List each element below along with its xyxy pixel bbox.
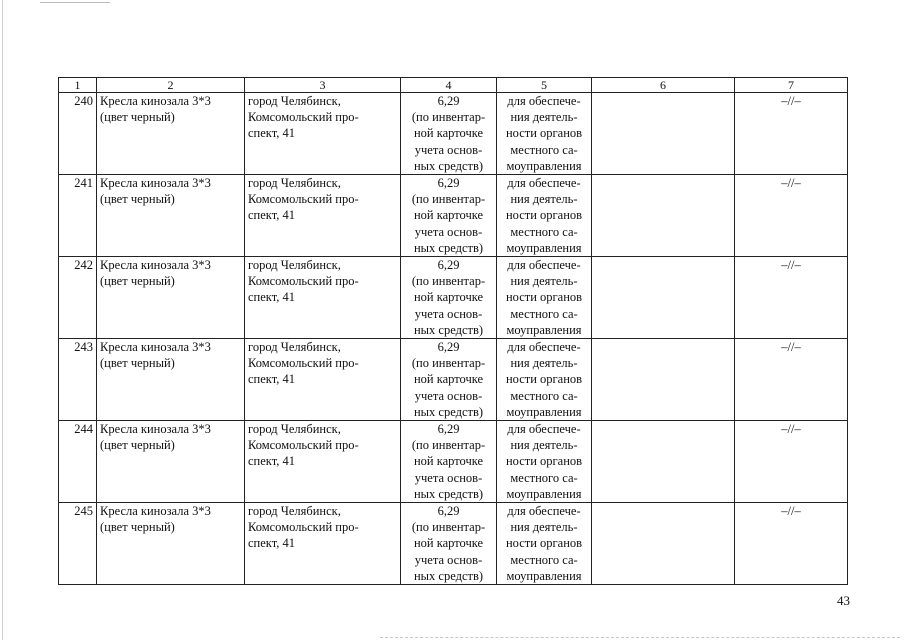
column-7-cell: –//– bbox=[735, 175, 848, 257]
purpose-cell bbox=[497, 175, 592, 257]
cell-text-line: ных средств) bbox=[413, 486, 484, 501]
cell-text-line: 6,29 bbox=[437, 176, 460, 191]
table-body bbox=[59, 93, 848, 585]
cell-text-line: город Челябинск, bbox=[248, 258, 341, 273]
item-name-cell bbox=[97, 93, 245, 175]
column-header: 6 bbox=[592, 78, 735, 93]
column-header: 3 bbox=[245, 78, 401, 93]
row-number-cell: 245 bbox=[59, 503, 97, 585]
value-cell bbox=[401, 175, 497, 257]
address-cell bbox=[245, 175, 401, 257]
column-7-cell: –//– bbox=[735, 93, 848, 175]
cell-text-line: 6,29 bbox=[437, 340, 460, 355]
cell-text-line: для обеспече- bbox=[507, 176, 581, 191]
cell-text-line: ной карточке bbox=[413, 208, 484, 223]
table-row bbox=[59, 175, 848, 257]
cell-text-line: Кресла кинозала 3*3 bbox=[100, 176, 211, 191]
cell-text-line: для обеспече- bbox=[507, 422, 581, 437]
cell-text-line: моуправления bbox=[506, 322, 582, 337]
cell-text-line: спект, 41 bbox=[248, 454, 295, 469]
value-cell bbox=[401, 421, 497, 503]
column-7-cell: –//– bbox=[735, 257, 848, 339]
item-name-cell bbox=[97, 175, 245, 257]
purpose-cell bbox=[497, 421, 592, 503]
cell-text-line: спект, 41 bbox=[248, 208, 295, 223]
cell-text-line: Кресла кинозала 3*3 bbox=[100, 422, 211, 437]
cell-text-line: Комсомольский про- bbox=[248, 438, 359, 453]
cell-text-line: ния деятель- bbox=[510, 192, 578, 207]
cell-text-line: (цвет черный) bbox=[100, 110, 175, 125]
cell-text-line: город Челябинск, bbox=[248, 340, 341, 355]
cell-text-line: спект, 41 bbox=[248, 126, 295, 141]
address-cell bbox=[245, 503, 401, 585]
cell-text-line: ности органов bbox=[505, 454, 583, 469]
row-number-cell: 240 bbox=[59, 93, 97, 175]
cell-text-line: учета основ- bbox=[414, 142, 483, 157]
cell-text-line: ния деятель- bbox=[510, 520, 578, 535]
scan-edge-bottom bbox=[380, 637, 900, 639]
table-row bbox=[59, 421, 848, 503]
cell-text-line: ния деятель- bbox=[510, 356, 578, 371]
row-number-cell: 241 bbox=[59, 175, 97, 257]
cell-text-line: (цвет черный) bbox=[100, 192, 175, 207]
table-row bbox=[59, 503, 848, 585]
row-number-cell: 244 bbox=[59, 421, 97, 503]
value-cell bbox=[401, 257, 497, 339]
item-name-cell bbox=[97, 339, 245, 421]
cell-text-line: ных средств) bbox=[413, 568, 484, 583]
value-cell bbox=[401, 93, 497, 175]
cell-text-line: Комсомольский про- bbox=[248, 192, 359, 207]
column-6-cell bbox=[592, 257, 735, 339]
cell-text-line: ных средств) bbox=[413, 404, 484, 419]
column-header: 4 bbox=[401, 78, 497, 93]
cell-text-line: Комсомольский про- bbox=[248, 110, 359, 125]
column-header: 2 bbox=[97, 78, 245, 93]
value-cell bbox=[401, 503, 497, 585]
cell-text-line: Кресла кинозала 3*3 bbox=[100, 340, 211, 355]
address-cell bbox=[245, 339, 401, 421]
property-register-table bbox=[58, 77, 848, 585]
address-cell bbox=[245, 257, 401, 339]
address-cell bbox=[245, 93, 401, 175]
purpose-cell bbox=[497, 503, 592, 585]
cell-text-line: ных средств) bbox=[413, 240, 484, 255]
cell-text-line: 6,29 bbox=[437, 422, 460, 437]
cell-text-line: (по инвентар- bbox=[411, 274, 486, 289]
cell-text-line: (цвет черный) bbox=[100, 274, 175, 289]
table-row bbox=[59, 339, 848, 421]
cell-text-line: ной карточке bbox=[413, 536, 484, 551]
table-row bbox=[59, 257, 848, 339]
table-row bbox=[59, 93, 848, 175]
cell-text-line: учета основ- bbox=[414, 388, 483, 403]
column-6-cell bbox=[592, 93, 735, 175]
cell-text-line: местного са- bbox=[510, 142, 578, 157]
cell-text-line: спект, 41 bbox=[248, 372, 295, 387]
cell-text-line: ности органов bbox=[505, 290, 583, 305]
column-6-cell bbox=[592, 175, 735, 257]
cell-text-line: (цвет черный) bbox=[100, 520, 175, 535]
cell-text-line: учета основ- bbox=[414, 224, 483, 239]
cell-text-line: ных средств) bbox=[413, 322, 484, 337]
cell-text-line: Кресла кинозала 3*3 bbox=[100, 94, 211, 108]
cell-text-line: 6,29 bbox=[437, 94, 460, 108]
purpose-cell bbox=[497, 93, 592, 175]
item-name-cell bbox=[97, 257, 245, 339]
cell-text-line: (по инвентар- bbox=[411, 192, 486, 207]
column-6-cell bbox=[592, 339, 735, 421]
cell-text-line: ных средств) bbox=[413, 158, 484, 173]
cell-text-line: (по инвентар- bbox=[411, 356, 486, 371]
cell-text-line: ния деятель- bbox=[510, 438, 578, 453]
cell-text-line: спект, 41 bbox=[248, 290, 295, 305]
cell-text-line: моуправления bbox=[506, 486, 582, 501]
purpose-cell bbox=[497, 339, 592, 421]
cell-text-line: Комсомольский про- bbox=[248, 520, 359, 535]
cell-text-line: моуправления bbox=[506, 568, 582, 583]
scan-edge-left bbox=[2, 0, 3, 640]
cell-text-line: ности органов bbox=[505, 208, 583, 223]
item-name-cell bbox=[97, 421, 245, 503]
cell-text-line: 6,29 bbox=[437, 258, 460, 273]
cell-text-line: ния деятель- bbox=[510, 110, 578, 125]
cell-text-line: город Челябинск, bbox=[248, 176, 341, 191]
purpose-cell bbox=[497, 257, 592, 339]
cell-text-line: ности органов bbox=[505, 372, 583, 387]
cell-text-line: для обеспече- bbox=[507, 258, 581, 273]
cell-text-line: 6,29 bbox=[437, 504, 460, 519]
column-7-cell: –//– bbox=[735, 339, 848, 421]
cell-text-line: местного са- bbox=[510, 306, 578, 321]
cell-text-line: учета основ- bbox=[414, 470, 483, 485]
cell-text-line: ния деятель- bbox=[510, 274, 578, 289]
cell-text-line: (по инвентар- bbox=[411, 438, 486, 453]
cell-text-line: для обеспече- bbox=[507, 340, 581, 355]
cell-text-line: ной карточке bbox=[413, 126, 484, 141]
cell-text-line: для обеспече- bbox=[507, 504, 581, 519]
cell-text-line: Кресла кинозала 3*3 bbox=[100, 258, 211, 273]
item-name-cell bbox=[97, 503, 245, 585]
cell-text-line: Комсомольский про- bbox=[248, 356, 359, 371]
cell-text-line: местного са- bbox=[510, 470, 578, 485]
cell-text-line: ности органов bbox=[505, 126, 583, 141]
column-header: 7 bbox=[735, 78, 848, 93]
column-7-cell: –//– bbox=[735, 503, 848, 585]
column-header: 5 bbox=[497, 78, 592, 93]
cell-text-line: ности органов bbox=[505, 536, 583, 551]
cell-text-line: моуправления bbox=[506, 158, 582, 173]
cell-text-line: (по инвентар- bbox=[411, 110, 486, 125]
cell-text-line: город Челябинск, bbox=[248, 504, 341, 519]
cell-text-line: для обеспече- bbox=[507, 94, 581, 108]
cell-text-line: моуправления bbox=[506, 404, 582, 419]
cell-text-line: учета основ- bbox=[414, 552, 483, 567]
cell-text-line: Комсомольский про- bbox=[248, 274, 359, 289]
cell-text-line: (цвет черный) bbox=[100, 356, 175, 371]
cell-text-line: (по инвентар- bbox=[411, 520, 486, 535]
cell-text-line: местного са- bbox=[510, 388, 578, 403]
cell-text-line: моуправления bbox=[506, 240, 582, 255]
row-number-cell: 242 bbox=[59, 257, 97, 339]
column-6-cell bbox=[592, 503, 735, 585]
cell-text-line: ной карточке bbox=[413, 454, 484, 469]
cell-text-line: спект, 41 bbox=[248, 536, 295, 551]
cell-text-line: ной карточке bbox=[413, 290, 484, 305]
cell-text-line: город Челябинск, bbox=[248, 94, 341, 108]
table-header-row bbox=[59, 78, 848, 93]
cell-text-line: (цвет черный) bbox=[100, 438, 175, 453]
cell-text-line: местного са- bbox=[510, 552, 578, 567]
column-header: 1 bbox=[59, 78, 97, 93]
row-number-cell: 243 bbox=[59, 339, 97, 421]
page-number: 43 bbox=[837, 593, 850, 608]
cell-text-line: город Челябинск, bbox=[248, 422, 341, 437]
scan-edge-top bbox=[40, 2, 110, 3]
value-cell bbox=[401, 339, 497, 421]
cell-text-line: Кресла кинозала 3*3 bbox=[100, 504, 211, 519]
cell-text-line: учета основ- bbox=[414, 306, 483, 321]
address-cell bbox=[245, 421, 401, 503]
column-6-cell bbox=[592, 421, 735, 503]
column-7-cell: –//– bbox=[735, 421, 848, 503]
cell-text-line: местного са- bbox=[510, 224, 578, 239]
cell-text-line: ной карточке bbox=[413, 372, 484, 387]
